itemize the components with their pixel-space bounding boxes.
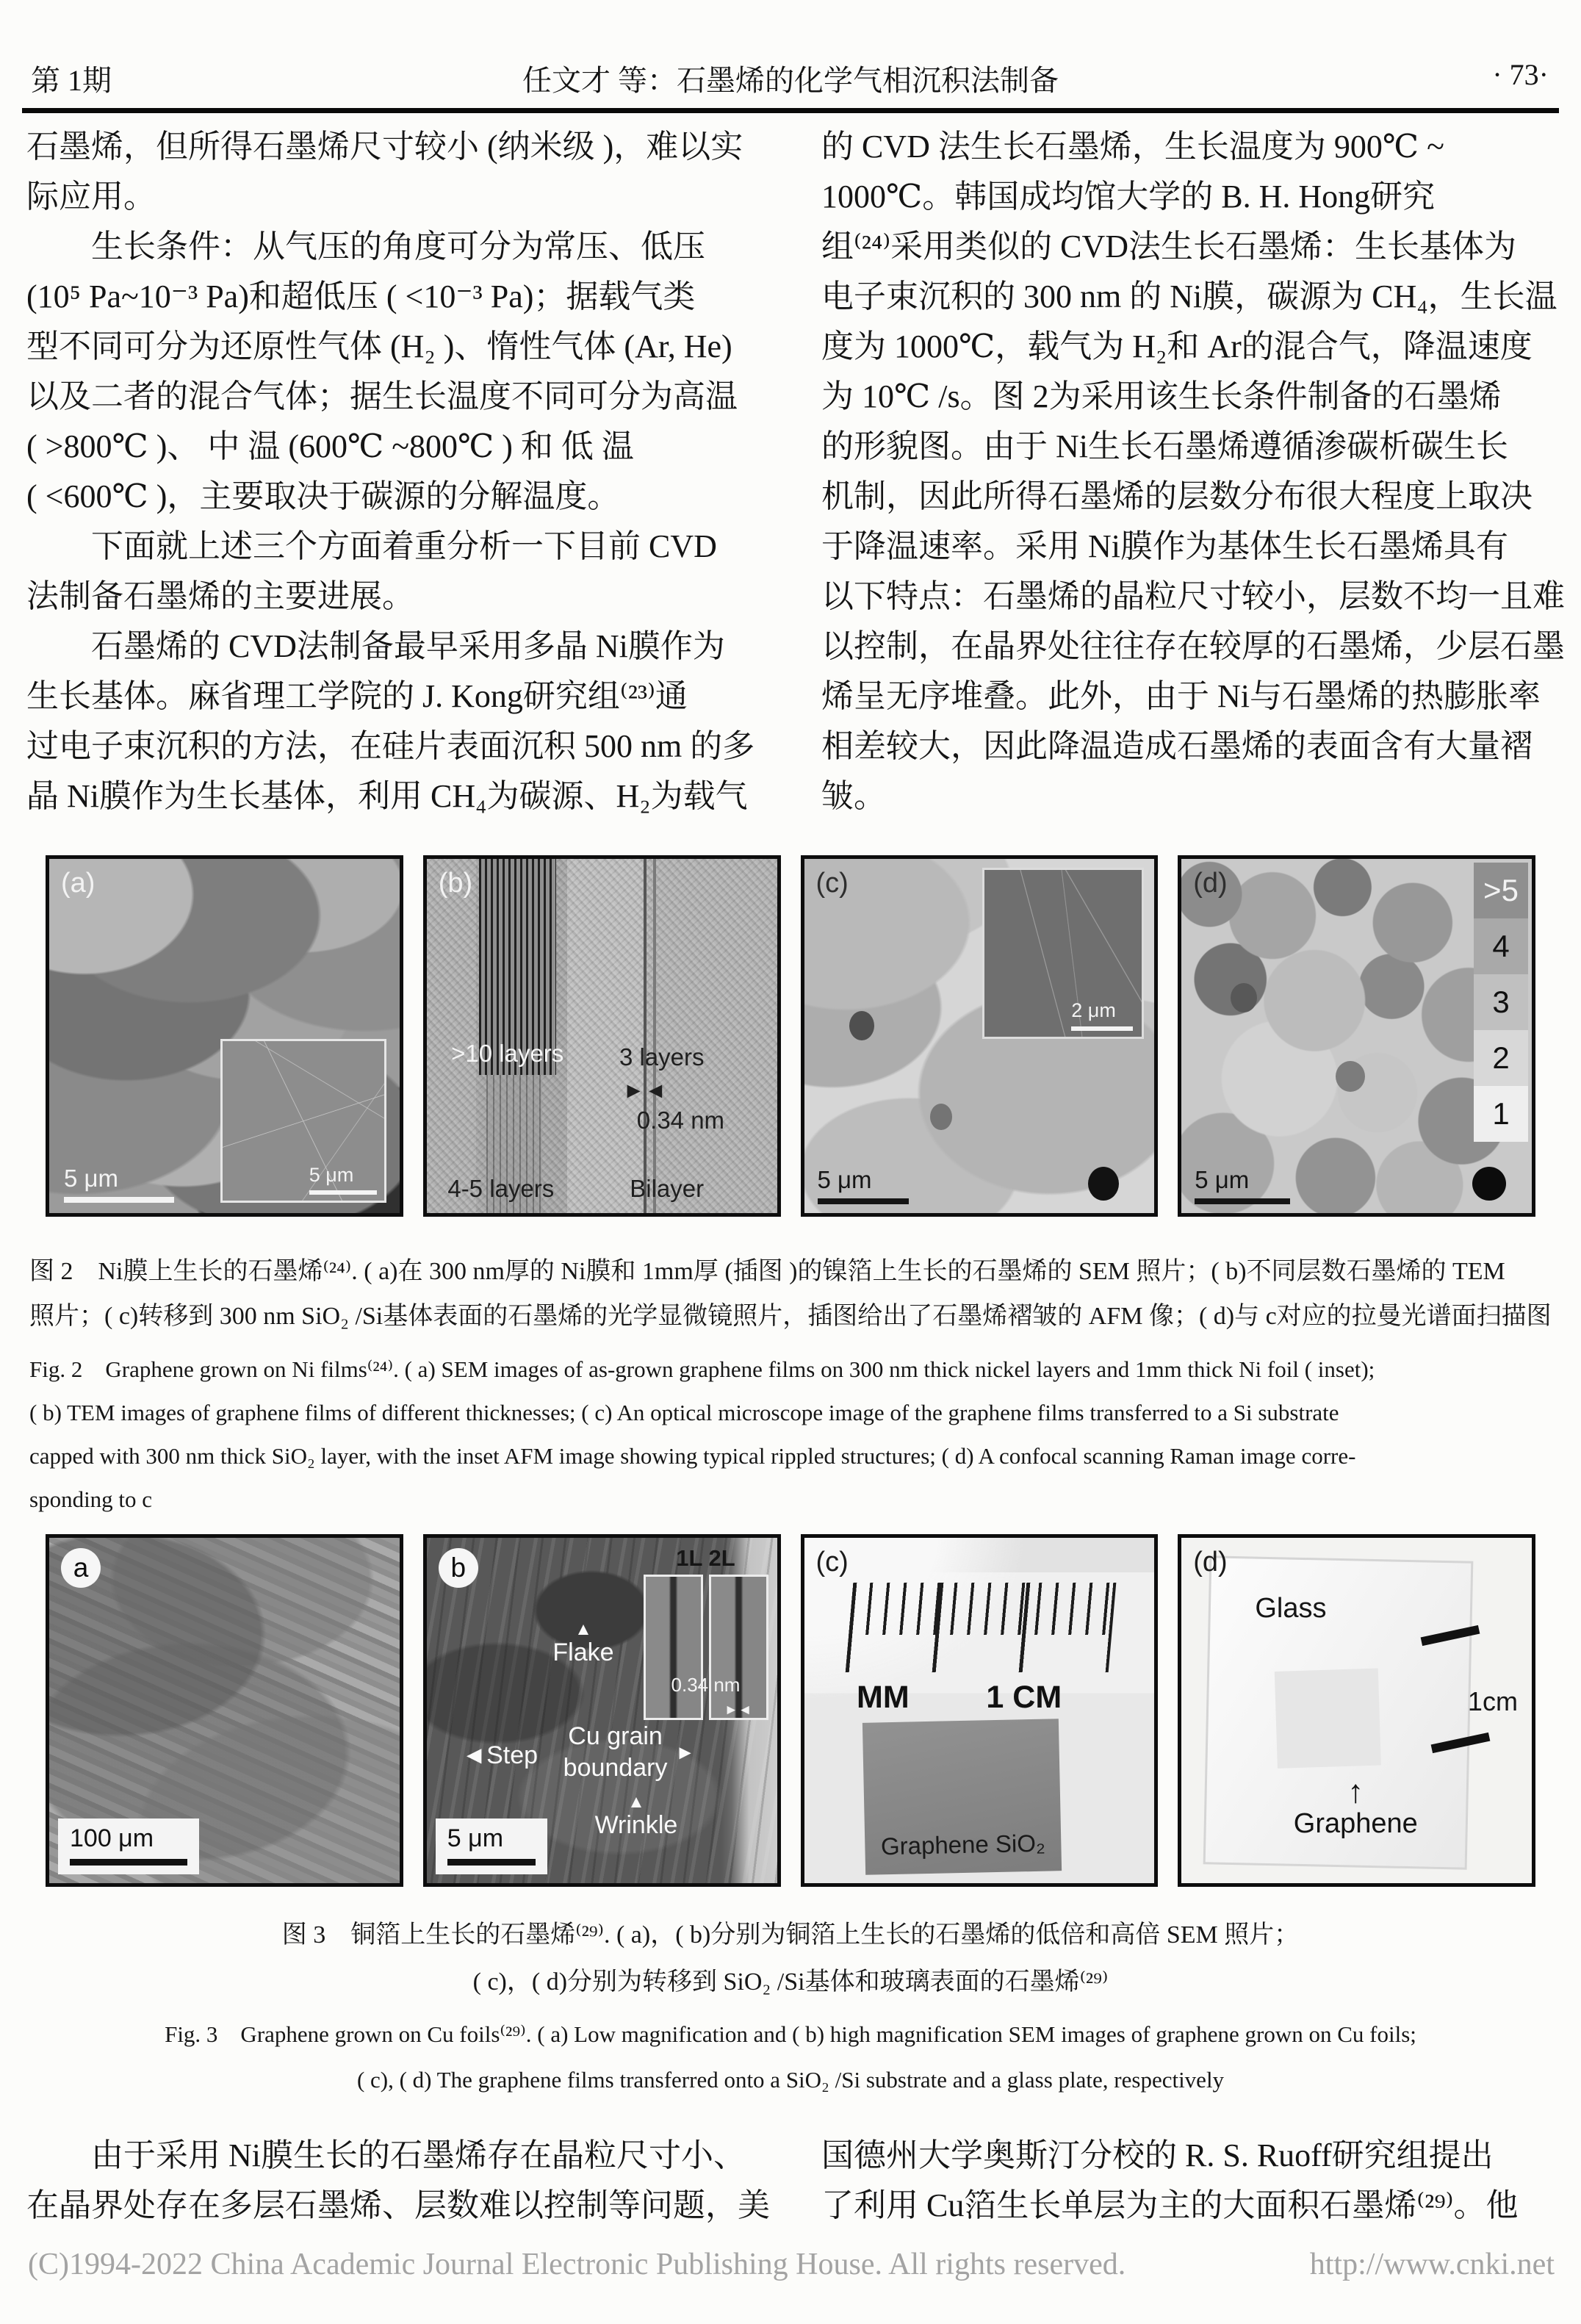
fig2-panel-c-optical bbox=[801, 855, 1159, 1217]
scale-text: 5 μm bbox=[64, 1165, 119, 1192]
cu-grain-label: Cu grain bbox=[568, 1722, 663, 1751]
right-triangle-icon: ► bbox=[675, 1741, 695, 1764]
raman-layer-legend bbox=[1474, 863, 1528, 1142]
page-header bbox=[0, 57, 1581, 96]
panel-label: (d) bbox=[1193, 868, 1228, 899]
legend-cell: 2 bbox=[1474, 1030, 1528, 1086]
panel-label: (a) bbox=[61, 868, 96, 899]
wrinkle-label: Wrinkle bbox=[594, 1810, 678, 1839]
legend-cell: >5 bbox=[1474, 863, 1528, 918]
scale-bar bbox=[818, 1168, 909, 1204]
panel-label: (c) bbox=[815, 868, 849, 899]
body-right-column bbox=[821, 122, 1565, 821]
scale-bar-line bbox=[818, 1198, 909, 1204]
scale-bar-line bbox=[447, 1859, 536, 1866]
step-annotation bbox=[461, 1741, 538, 1770]
glass-label: Glass bbox=[1255, 1593, 1327, 1625]
scale-bar bbox=[436, 1818, 547, 1874]
fig2c-afm-inset bbox=[982, 868, 1145, 1039]
marker-dot bbox=[930, 1104, 952, 1130]
text-line: 电子束沉积的 300 nm 的 Ni膜，碳源为 CH₄，生长温 bbox=[821, 278, 1557, 314]
text-line: 际应用。 bbox=[26, 179, 156, 215]
fig2-caption-en bbox=[29, 1348, 1555, 1521]
flake-label: Flake bbox=[552, 1638, 614, 1666]
marker-dot bbox=[1088, 1167, 1119, 1201]
text-line: 了利用 Cu箔生长单层为主的大面积石墨烯⁽²⁹⁾。他 bbox=[821, 2187, 1519, 2223]
scale-bar-line bbox=[309, 1190, 377, 1195]
scale-bar bbox=[1195, 1168, 1290, 1204]
text-line: 型不同可分为还原性气体 (H₂ )、惰性气体 (Ar, He) bbox=[26, 328, 732, 364]
text-line: 于降温速率。采用 Ni膜作为基体生长石墨烯具有 bbox=[821, 528, 1508, 564]
ruler-cm-label: 1 CM bbox=[986, 1679, 1062, 1715]
ruler-minor-ticks bbox=[849, 1583, 1117, 1635]
layers3-label: 3 layers bbox=[619, 1043, 705, 1071]
text-line: 烯呈无序堆叠。此外，由于 Ni与石墨烯的热膨胀率 bbox=[821, 678, 1541, 714]
fig3-caption-en bbox=[0, 2012, 1581, 2103]
text-line: 的 CVD 法生长石墨烯，生长温度为 900℃ ~ bbox=[821, 129, 1444, 165]
converging-arrows-icon: ►◄ bbox=[622, 1078, 667, 1103]
inset-title: 1L 2L bbox=[676, 1545, 735, 1571]
scale-text: 100 μm bbox=[70, 1824, 154, 1852]
fig3-panel-c-photo-sio2 bbox=[801, 1534, 1159, 1887]
layers45-label: 4-5 layers bbox=[447, 1174, 555, 1202]
fig3-panel-b-sem-high bbox=[423, 1534, 781, 1887]
up-triangle-icon: ▲ bbox=[627, 1791, 645, 1812]
fig2-panel-b-tem bbox=[423, 855, 781, 1217]
text-line: 皱。 bbox=[821, 778, 886, 814]
fig3-caption-zh bbox=[0, 1912, 1581, 2006]
up-arrow-icon: ↑ bbox=[1347, 1774, 1364, 1810]
running-title: 任文才 等：石墨烯的化学气相沉积法制备 bbox=[522, 64, 1059, 97]
text-line: 以及二者的混合气体；据生长温度不同可分为高温 bbox=[26, 378, 738, 414]
inset-2l-image bbox=[709, 1575, 768, 1720]
text-line: 在晶界处存在多层石墨烯、层数难以控制等问题，美 bbox=[26, 2187, 770, 2223]
scale-bar-line bbox=[1195, 1198, 1290, 1204]
caption-line: 照片；( c)转移到 300 nm SiO₂ /Si基体表面的石墨烯的光学显微镜照片，插图给出了石墨烯褶皱的 AFM 像；( d)与 c对应的拉曼光谱面扫描图 bbox=[29, 1303, 1552, 1330]
fig2-panel-d-raman bbox=[1178, 855, 1535, 1217]
left-triangle-icon: ◄ bbox=[461, 1741, 487, 1770]
marker-dot bbox=[1336, 1061, 1365, 1092]
legend-cell: 1 bbox=[1474, 1086, 1528, 1142]
bottom-left-column bbox=[26, 2131, 770, 2231]
boundary-label: boundary bbox=[563, 1753, 668, 1782]
ruler bbox=[846, 1583, 1116, 1672]
scale-bar-line bbox=[1071, 1026, 1133, 1031]
scale-bar-line bbox=[64, 1197, 174, 1203]
scale-text: 2 μm bbox=[1071, 999, 1116, 1022]
scale-text: 5 μm bbox=[1195, 1166, 1250, 1194]
panel-label-circle: a bbox=[61, 1548, 101, 1588]
tem-bilayer-lines bbox=[644, 859, 647, 1213]
text-line: 法制备石墨烯的主要进展。 bbox=[26, 578, 414, 614]
text-line: 的形貌图。由于 Ni生长石墨烯遵循渗碳析碳生长 bbox=[821, 428, 1508, 464]
bottom-right-column bbox=[821, 2131, 1557, 2231]
page-number: · 73· bbox=[1492, 58, 1549, 91]
ruler-mm-label: MM bbox=[857, 1679, 910, 1715]
cnki-footer bbox=[28, 2247, 1555, 2282]
text-line: 相差较大，因此降温造成石墨烯的表面含有大量褶 bbox=[821, 728, 1533, 764]
graphene-label: Graphene bbox=[1293, 1808, 1418, 1840]
up-triangle-icon: ▲ bbox=[575, 1619, 592, 1639]
copyright-text: (C)1994-2022 China Academic Journal Electronic Publishing House. All rights reserved. bbox=[28, 2248, 1126, 2281]
caption-line: sponding to c bbox=[29, 1486, 153, 1512]
text-line: 生长基体。麻省理工学院的 J. Kong研究组⁽²³⁾通 bbox=[26, 678, 688, 714]
caption-line: Fig. 2 Graphene grown on Ni films⁽²⁴⁾. ( a) SEM images of as-grown graphene films on 300 nm thick nickel layers and 1mm thick Ni foil ( inset); bbox=[29, 1356, 1375, 1382]
scale-bar bbox=[58, 1818, 199, 1874]
panel-label: (c) bbox=[815, 1547, 849, 1577]
cnki-url: http://www.cnki.net bbox=[1309, 2248, 1555, 2281]
inset-scale-bar bbox=[309, 1165, 377, 1195]
legend-cell: 4 bbox=[1474, 918, 1528, 974]
figure-2 bbox=[46, 855, 1535, 1217]
marker-dot bbox=[1472, 1167, 1506, 1201]
text-line: 生长条件：从气压的角度可分为常压、低压 bbox=[26, 229, 705, 265]
graphene-film-region bbox=[1274, 1669, 1380, 1769]
caption-line: ( b) TEM images of graphene films of different thicknesses; ( c) An optical microscope image of the graphene films transferred to a Si substrate bbox=[29, 1400, 1339, 1425]
text-line: 度为 1000℃，载气为 H₂和 Ar的混合气，降温速度 bbox=[821, 328, 1533, 364]
fig2a-inset-image bbox=[220, 1039, 386, 1203]
sample-label: Graphene SiO₂ bbox=[880, 1829, 1045, 1860]
spacing-label: 0.34 nm bbox=[636, 1107, 725, 1134]
text-line: 组⁽²⁴⁾采用类似的 CVD法生长石墨烯：生长基体为 bbox=[821, 229, 1517, 265]
caption-line: capped with 300 nm thick SiO₂ layer, with the inset AFM image showing typical rippled structures; ( d) A confocal scanning Raman image corre- bbox=[29, 1443, 1356, 1469]
fig3-panel-d-photo-glass bbox=[1178, 1534, 1535, 1887]
graphene-annotation bbox=[1294, 1776, 1418, 1840]
text-line: (10⁵ Pa~10⁻³ Pa)和超低压 ( <10⁻³ Pa)；据载气类 bbox=[26, 278, 696, 314]
text-line: 由于采用 Ni膜生长的石墨烯存在晶粒尺寸小、 bbox=[26, 2137, 746, 2173]
panel-label: (b) bbox=[438, 868, 473, 899]
text-line: 国德州大学奥斯汀分校的 R. S. Ruoff研究组提出 bbox=[821, 2137, 1494, 2173]
text-line: 过电子束沉积的方法，在硅片表面沉积 500 nm 的多 bbox=[26, 728, 755, 764]
panel-label-circle: b bbox=[439, 1548, 478, 1588]
scale-bar bbox=[64, 1166, 174, 1203]
marker-dot bbox=[1231, 983, 1257, 1012]
caption-line: 图 3 铜箔上生长的石墨烯⁽²⁹⁾. ( a)，( b)分别为铜箔上生长的石墨烯的低倍和高倍 SEM 照片； bbox=[281, 1921, 1300, 1949]
caption-line: Fig. 3 Graphene grown on Cu foils⁽²⁹⁾. ( a) Low magnification and ( b) high magnification SEM images of graphene grown on Cu foils; bbox=[165, 2021, 1416, 2047]
inset-1l-image bbox=[644, 1575, 703, 1720]
scale-text: 5 μm bbox=[447, 1824, 504, 1852]
bilayer-label: Bilayer bbox=[630, 1174, 705, 1202]
text-line: ( >800℃ )、 中 温 (600℃ ~800℃ ) 和 低 温 bbox=[26, 428, 634, 464]
text-line: ( <600℃ )，主要取决于碳源的分解温度。 bbox=[26, 478, 620, 514]
converging-arrows-icon: ►◄ bbox=[724, 1702, 752, 1718]
caption-line: ( c), ( d) The graphene films transferred onto a SiO₂ /Si substrate and a glass plate, respectively bbox=[356, 2067, 1225, 2093]
layers10-label: >10 layers bbox=[451, 1039, 564, 1067]
fig3b-tem-inset bbox=[644, 1545, 768, 1730]
text-line: 石墨烯的 CVD法制备最早采用多晶 Ni膜作为 bbox=[26, 628, 725, 664]
figure-3 bbox=[46, 1534, 1535, 1887]
text-line: 为 10℃ /s。图 2为采用该生长条件制备的石墨烯 bbox=[821, 378, 1502, 414]
graphene-sio2-sample bbox=[862, 1719, 1061, 1874]
text-line: 以控制，在晶界处往往存在较厚的石墨烯，少层石墨 bbox=[821, 628, 1565, 664]
text-line: 机制，因此所得石墨烯的层数分布很大程度上取决 bbox=[821, 478, 1533, 514]
text-line: 石墨烯，但所得石墨烯尺寸较小 (纳米级 )，难以实 bbox=[26, 129, 743, 165]
body-left-column bbox=[26, 122, 763, 821]
scale-text: 5 μm bbox=[817, 1166, 872, 1194]
caption-line: ( c)，( d)分别为转移到 SiO₂ /Si基体和玻璃表面的石墨烯⁽²⁹⁾ bbox=[472, 1968, 1109, 1996]
scale-text: 5 μm bbox=[309, 1163, 354, 1186]
marker-dot bbox=[849, 1011, 874, 1040]
fig2-panel-a-sem bbox=[46, 855, 403, 1217]
step-label: Step bbox=[486, 1741, 539, 1770]
fig2-caption-zh bbox=[29, 1249, 1555, 1339]
legend-cell: 3 bbox=[1474, 974, 1528, 1030]
inset-columns bbox=[644, 1575, 768, 1720]
inset-scale-bar bbox=[1071, 1000, 1133, 1030]
caption-line: 图 2 Ni膜上生长的石墨烯⁽²⁴⁾. ( a)在 300 nm厚的 Ni膜和 1mm厚 (插图 )的镍箔上生长的石墨烯的 SEM 照片；( b)不同层数石墨烯的 TEM bbox=[29, 1258, 1505, 1285]
inset-spacing-label: 0.34 nm bbox=[671, 1674, 741, 1696]
text-line: 1000℃。韩国成均馆大学的 B. H. Hong研究 bbox=[821, 179, 1436, 215]
scale-bar-line bbox=[70, 1859, 187, 1866]
fig3-panel-a-sem-low bbox=[46, 1534, 403, 1887]
text-line: 下面就上述三个方面着重分析一下目前 CVD bbox=[26, 528, 717, 564]
size-label: 1cm bbox=[1467, 1686, 1518, 1717]
flake-annotation bbox=[552, 1621, 613, 1667]
text-line: 以下特点：石墨烯的晶粒尺寸较小，层数不均一且难 bbox=[821, 578, 1565, 614]
wrinkle-annotation bbox=[594, 1791, 678, 1840]
panel-label: (d) bbox=[1193, 1547, 1228, 1577]
header-rule bbox=[22, 108, 1559, 113]
issue-label: 第 1期 bbox=[31, 64, 112, 97]
text-line: 晶 Ni膜作为生长基体，利用 CH₄为碳源、H₂为载气 bbox=[26, 778, 748, 814]
